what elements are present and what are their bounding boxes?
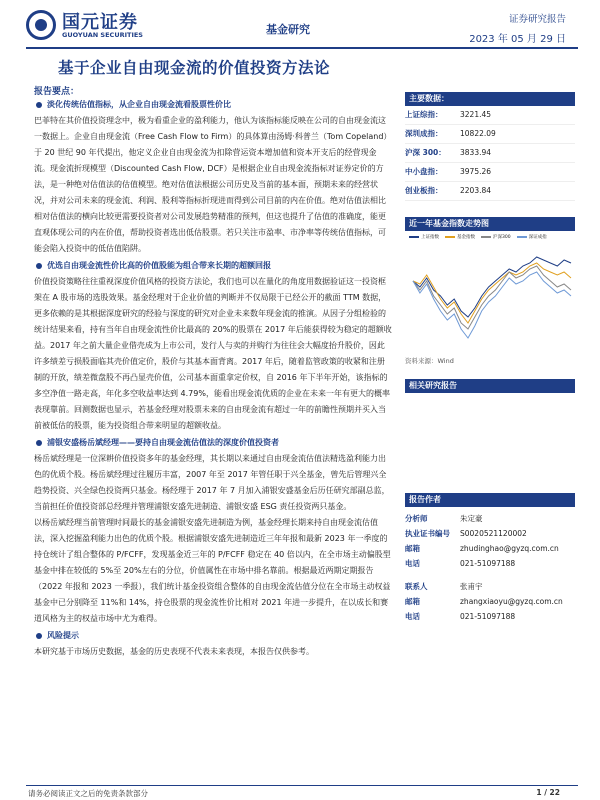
legend-label: 基金指数: [457, 235, 475, 240]
logo-mark-icon: [26, 10, 56, 40]
key-data-table: [405, 106, 575, 201]
key-data-row: [405, 125, 575, 144]
summary-label: 报告要点：: [34, 87, 80, 97]
series-line: [413, 266, 571, 329]
company-logo: [26, 9, 166, 43]
legend-item: [481, 234, 511, 240]
chart-source: 资料来源：Wind: [405, 357, 454, 365]
analyst-email[interactable]: zhudinghao@gyzq.com.cn: [460, 544, 559, 553]
report-category: 基金研究: [266, 23, 310, 36]
analyst-row: [405, 541, 575, 556]
series-line: [413, 272, 571, 338]
legend-label: 沪深300: [493, 235, 511, 240]
analyst-email[interactable]: zhangxiaoyu@gyzq.com.cn: [460, 597, 563, 606]
analyst-label: 电话: [405, 612, 420, 621]
key-data-value: 10822.09: [460, 129, 496, 138]
trend-chart-title: 近一年基金指数走势图: [405, 217, 575, 231]
analyst-value: 021-51097188: [460, 559, 516, 568]
section-heading: 淡化传统估值指标，从企业自由现金流看股票性价比: [34, 97, 392, 113]
analyst-label: 电话: [405, 559, 420, 568]
legend-item: [445, 234, 475, 240]
legend-swatch: [409, 236, 419, 238]
section-heading: 浦银安盛杨岳斌经理——要持自由现金流估值法的深度价值投资者: [34, 435, 392, 451]
trend-chart: [405, 231, 575, 353]
key-data-row: [405, 106, 575, 125]
section-heading: 风险提示: [34, 628, 392, 644]
analyst-label: 邮箱: [405, 597, 420, 606]
footer-divider: [26, 785, 578, 786]
analyst-value: S0020521120002: [460, 529, 527, 538]
paragraph: 价值投资策略往往重视深度价值风格的投资方法论，我们也可以在量化的角度用数据验证这一投资框架在 A 股市场的选股效果。基金经理对于企业价值的判断并不仅局限于已经公开的截面 TTM 数据，更多依赖的是其根据深度研究的经验与深度的研究对企业未来数年现金流的推演。从因子分组检验的统计结果来看，持有当年自由现金流性价比最高的 20%的股票在 2017 年后能获得较为稳定的超额收益。2017 年之前大量企业借壳成为上市公司，发行人与卖的并购行为往往会大幅度抬升股价，因此许多绩差亏损股面临其壳价值定价，股价与其基本面背离。2017 年后，随着监管政策的收紧和注册制的开放，绩差微盘股不再凸显壳价值，公司基本面重拿定价权，自 2016 年下半年开始，该指标的多空净值一路走高，年化多空收益率达到 4.79%，能看出现金流优质的企业在未来一年有更大的概率表现靠前。回测数据也显示，若基金经理对股票未来的自由现金流有超过一年的前瞻性预期并买入当前被低估的股票，能为投资组合带来明显的超额收益。: [34, 277, 392, 430]
report-type: 证券研究报告: [508, 14, 566, 25]
key-data-value: 3833.94: [460, 148, 492, 157]
key-data-row: [405, 182, 575, 201]
key-data-label: 创业板指：: [405, 186, 443, 195]
analyst-label: 邮箱: [405, 544, 420, 553]
key-data-title: 主要数据：: [405, 92, 575, 106]
analyst-block: [405, 511, 575, 624]
analyst-title: 报告作者: [405, 493, 575, 507]
page-number: 1 / 22: [536, 788, 560, 797]
paragraph: 巴菲特在其价值投资理念中，极为看重企业的盈利能力，他认为该指标能反映在公司的自由现金流这一数据上。企业自由现金流（Free Cash Flow to Firm）的具体算由汤姆·科普兰（Tom Copeland）于 20 世纪 90 年代提出，他定义企业自由现金流为扣除营运资本增加值和资本开支后的经营现金流。现金流折现模型（Discounted Cash Flow, DCF）是根据企业自由现金流指标对证券定价的方法，是一种绝对估值法的估值模型。绝对估值法根据公司历史及当前的基本面，预期未来的经营状况，并对公司未来的现金流、利润、股利等指标折现进而得到公司目前的内在价值。绝对估值法相比相对估值法的横向比较更需要投资者对公司发展趋势精准的预判，但这也提升了估值的准确度，能更直观体现公司的内在价值，帮助投资者选出低估股票。若只关注市盈率、市净率等传统估值指标，可能会陷入投资中的低估值陷阱。: [34, 116, 392, 253]
analyst-row: [405, 594, 575, 609]
key-data-row: [405, 163, 575, 182]
key-data-value: 3975.26: [460, 167, 492, 176]
analyst-row: [405, 556, 575, 571]
paragraph: 本研究基于市场历史数据，基金的历史表现不代表未来表现，本报告仅供参考。: [34, 647, 314, 656]
key-data-label: 上证综指：: [405, 110, 443, 119]
sidebar: [405, 92, 575, 624]
main-body: [34, 96, 392, 660]
analyst-label: 分析师: [405, 514, 428, 523]
key-data-label: 深圳成指：: [405, 129, 443, 138]
analyst-label: 执业证书编号: [405, 529, 450, 538]
chart-legend: [409, 234, 547, 240]
header-divider: [26, 47, 578, 49]
legend-label: 上证指数: [421, 235, 439, 240]
analyst-row: [405, 511, 575, 526]
legend-swatch: [445, 236, 455, 238]
legend-swatch: [517, 236, 527, 238]
key-data-value: 3221.45: [460, 110, 492, 119]
trend-chart-svg: [405, 231, 575, 353]
analyst-row: [405, 526, 575, 541]
analyst-value: 朱定豪: [460, 514, 483, 523]
key-data-label: 中小盘指：: [405, 167, 443, 176]
related-research-title: 相关研究报告: [405, 379, 575, 393]
footer-disclaimer: 请务必阅读正文之后的免责条款部分: [28, 789, 148, 798]
legend-item: [517, 234, 547, 240]
section-heading: 优选自由现金流性价比高的价值股能为组合带来长期的超额回报: [34, 258, 392, 274]
report-title: 基于企业自由现金流的价值投资方法论: [58, 59, 331, 77]
analyst-value: 021-51097188: [460, 612, 516, 621]
related-research-list: [405, 393, 575, 493]
analyst-row: [405, 579, 575, 594]
analyst-label: 联系人: [405, 582, 428, 591]
legend-item: [409, 234, 439, 240]
analyst-value: 张甫宇: [460, 582, 483, 591]
logo-text-cn: 国元证券: [62, 12, 138, 33]
paragraph: 以杨岳斌经理当前管理时间最长的基金浦银安盛先进制造为例，基金经理长期来持自由现金流估值法，深入挖掘盈利能力出色的优质个股。根据浦银安盛先进制造近三年年报和最新 2023 年一季度的持仓统计了组合整体的 P/FCFF，发现基金近三年的 P/FCFF 稳定在 40 倍以内，在全市场主动偏股型基金中排在较低的 5%至 20%左右的分位，价值属性在市场中排名靠前。根据最近两期定期报告（2022 年报和 2023 一季报），我们统计基金投资组合整体的自由现金流估值分位在全市场主动权益基金中已分别降至 11%和 14%，持仓股票的现金流性价比相对 2021 年进一步提升，在以成长和赛道风格为主的权益市场中尤为难得。: [34, 518, 391, 623]
key-data-value: 2203.84: [460, 186, 492, 195]
key-data-row: [405, 144, 575, 163]
paragraph: 杨岳斌经理是一位深耕价值投资多年的基金经理，其长期以来通过自由现金流估值法精选盈利能力出色的优质个股。杨岳斌经理过往履历丰富，2007 年至 2017 年管任职于兴全基金，曾先后管理兴全趋势投资、兴全绿色投资两只基金。杨经理于 2017 年 7 月加入浦银安盛基金后历任研究部副总监，当前担任价值投资部总经理并管理浦银安盛先进制造、浦银安盛 ESG 责任投资两只基金。: [34, 454, 390, 511]
analyst-row: [405, 609, 575, 624]
key-data-label: 沪深 300：: [405, 148, 446, 157]
legend-swatch: [481, 236, 491, 238]
logo-text-en: GUOYUAN SECURITIES: [62, 31, 143, 39]
report-date: 2023 年 05 月 29 日: [469, 34, 566, 45]
legend-label: 深证成指: [528, 235, 547, 240]
